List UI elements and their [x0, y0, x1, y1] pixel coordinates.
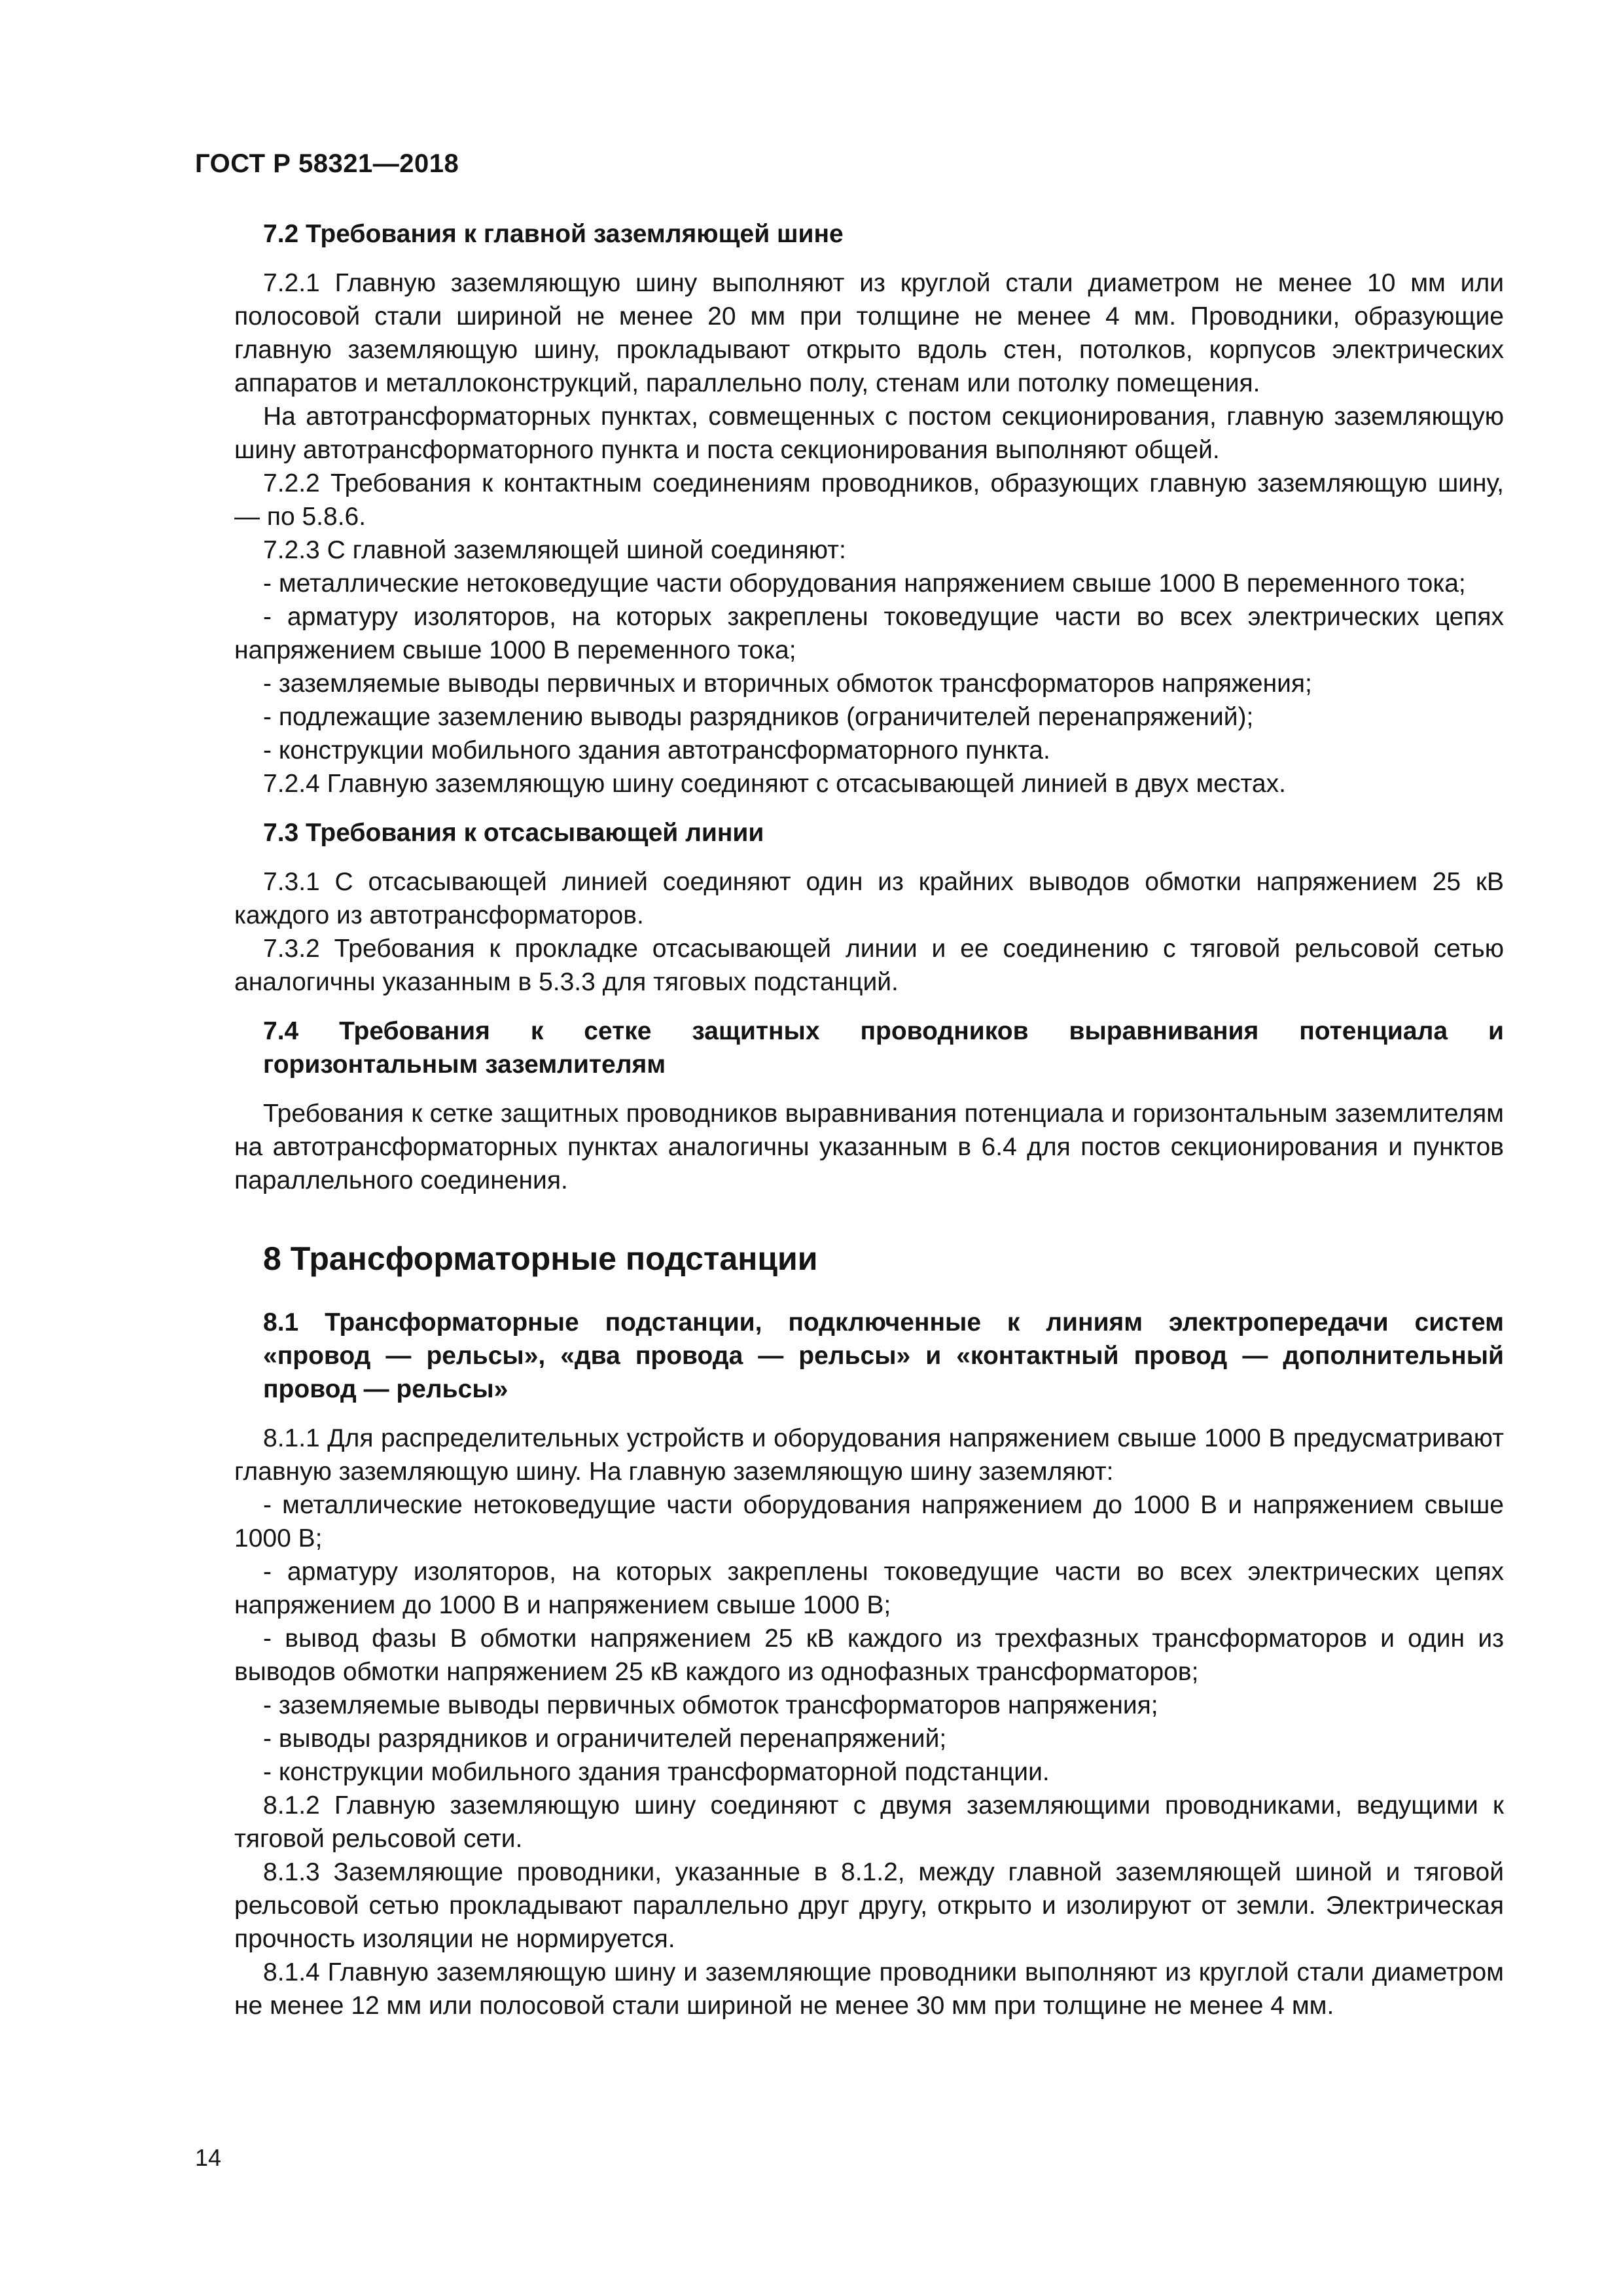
list-item: - выводы разрядников и ограничителей перенапряжений; — [263, 1725, 947, 1753]
list-item: - подлежащие заземлению выводы разрядников (ограничителей перенапряжений); — [263, 703, 1254, 731]
paragraph-8-1-3: 8.1.3 Заземляющие проводники, указанные в 8.1.2, между главной заземляющей шиной и тяговой рельсовой сетью прокладывают параллельно друг другу, открыто и изолируют от земли. Электрическая прочность изоляции не нормируется. — [234, 1858, 1504, 1953]
document-header: ГОСТ Р 58321—2018 — [195, 149, 459, 178]
section-heading-7-3: 7.3 Требования к отсасывающей линии — [263, 819, 764, 847]
page-content — [234, 217, 1504, 2022]
section-heading-8-1-line2: «провод — рельсы», «два провода — рельсы» и «контактный провод — дополнительный — [263, 1342, 1504, 1370]
paragraph-7-2-2: 7.2.2 Требования к контактным соединениям проводников, образующих главную заземляющую шину, — по 5.8.6. — [234, 469, 1504, 531]
paragraph-7-3-2: 7.3.2 Требования к прокладке отсасывающей линии и ее соединению с тяговой рельсовой сетью аналогичны указанным в 5.3.3 для тяговых подстанций. — [234, 935, 1504, 996]
section-heading-7-4-line1: 7.4 Требования к сетке защитных проводников выравнивания потенциала и — [263, 1017, 1504, 1045]
section-heading-7-2: 7.2 Требования к главной заземляющей шине — [263, 220, 844, 248]
list-item: - конструкции мобильного здания трансформаторной подстанции. — [263, 1758, 1050, 1786]
list-item: - металлические нетоковедущие части оборудования напряжением свыше 1000 В переменного тока; — [263, 569, 1466, 598]
paragraph-7-2-1: 7.2.1 Главную заземляющую шину выполняют из круглой стали диаметром не менее 10 мм или полосовой стали шириной не менее 20 мм при толщине не менее 4 мм. Проводники, образующие главную заземляющую шину, прокладывают открыто вдоль стен, потолков, корпусов электрических аппаратов и металлоконструкций, параллельно полу, стенам или потолку помещения. — [234, 269, 1504, 397]
paragraph-7-2-3: 7.2.3 С главной заземляющей шиной соединяют: — [263, 536, 846, 564]
paragraph-8-1-1: 8.1.1 Для распределительных устройств и оборудования напряжением свыше 1000 В предусматривают главную заземляющую шину. На главную заземляющую шину заземляют: — [234, 1424, 1504, 1486]
list-item: - арматуру изоляторов, на которых закреплены токоведущие части во всех электрических цепях напряжением до 1000 В и напряжением свыше 1000 В; — [234, 1558, 1504, 1619]
page-number: 14 — [195, 2144, 222, 2171]
paragraph-7-2-4: 7.2.4 Главную заземляющую шину соединяют с отсасывающей линией в двух местах. — [263, 770, 1286, 798]
paragraph-8-1-4: 8.1.4 Главную заземляющую шину и заземляющие проводники выполняют из круглой стали диаметром не менее 12 мм или полосовой стали шириной не менее 30 мм при толщине не менее 4 мм. — [234, 1958, 1504, 2020]
section-heading-8-1-line3: провод — рельсы» — [263, 1375, 508, 1403]
paragraph-7-4: Требования к сетке защитных проводников выравнивания потенциала и горизонтальным заземлителям на автотрансформаторных пунктах аналогичны указанным в 6.4 для постов секционирования и пунктов параллельного соединения. — [234, 1100, 1504, 1194]
section-heading-7-4-line2: горизонтальным заземлителям — [263, 1050, 666, 1079]
list-item: - металлические нетоковедущие части оборудования напряжением до 1000 В и напряжением свыше 1000 В; — [234, 1491, 1504, 1552]
paragraph-7-3-1: 7.3.1 С отсасывающей линией соединяют один из крайних выводов обмотки напряжением 25 кВ каждого из автотрансформаторов. — [234, 868, 1504, 929]
paragraph-7-2-1-note: На автотрансформаторных пунктах, совмещенных с постом секционирования, главную заземляющую шину автотрансформаторного пункта и поста секционирования выполняют общей. — [234, 403, 1504, 464]
list-item: - заземляемые выводы первичных обмоток трансформаторов напряжения; — [263, 1691, 1158, 1719]
list-item: - вывод фазы В обмотки напряжением 25 кВ каждого из трехфазных трансформаторов и один из выводов обмотки напряжением 25 кВ каждого из однофазных трансформаторов; — [234, 1624, 1504, 1686]
section-heading-8-1-line1: 8.1 Трансформаторные подстанции, подключенные к линиям электропередачи систем — [263, 1308, 1504, 1336]
chapter-heading-8: 8 Трансформаторные подстанции — [263, 1240, 818, 1277]
list-item: - заземляемые выводы первичных и вторичных обмоток трансформаторов напряжения; — [263, 670, 1312, 698]
list-item: - арматуру изоляторов, на которых закреплены токоведущие части во всех электрических цепях напряжением свыше 1000 В переменного тока; — [234, 603, 1504, 664]
paragraph-8-1-2: 8.1.2 Главную заземляющую шину соединяют с двумя заземляющими проводниками, ведущими к тяговой рельсовой сети. — [234, 1791, 1504, 1853]
list-item: - конструкции мобильного здания автотрансформаторного пункта. — [263, 736, 1050, 764]
